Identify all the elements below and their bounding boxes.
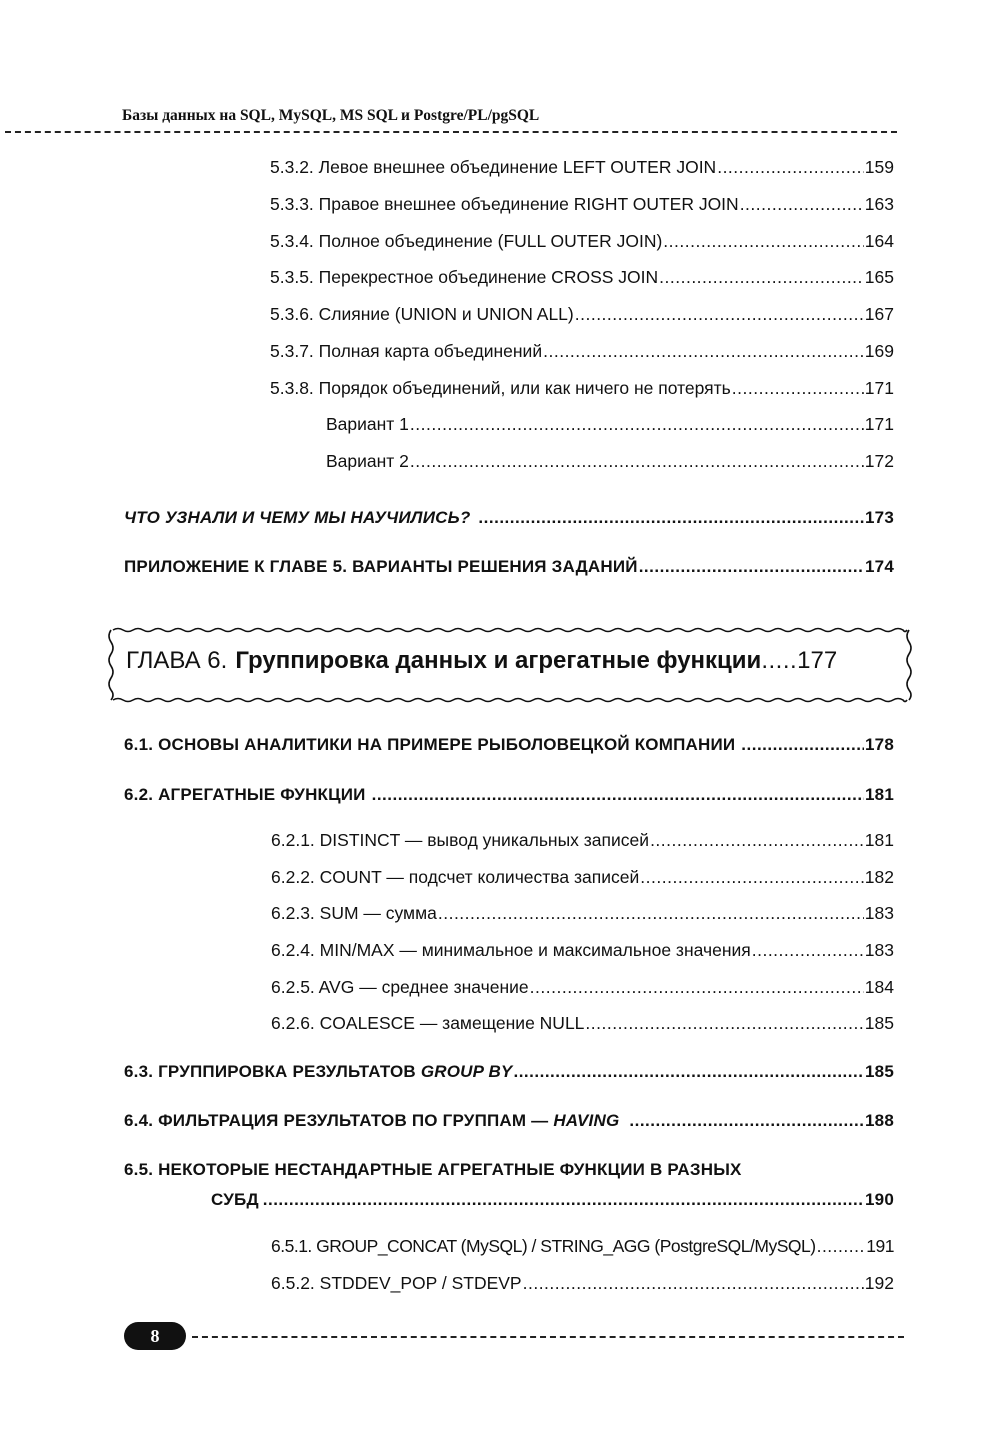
chapter-page: 177	[797, 647, 838, 674]
toc-entry[interactable]	[270, 378, 894, 404]
footer-divider	[192, 1336, 904, 1338]
toc-entry-page: 191	[866, 1236, 894, 1256]
toc-entry[interactable]	[270, 157, 894, 183]
toc-entry-page: 169	[864, 341, 894, 361]
toc-entry[interactable]	[271, 830, 894, 856]
toc-section-title	[124, 1062, 512, 1082]
running-header: Базы данных на SQL, MySQL, MS SQL и Postgre/PL/pgSQL	[122, 107, 540, 124]
chapter-label: ГЛАВА 6.	[126, 647, 228, 674]
leader-dots	[817, 1236, 866, 1257]
chapter-heading[interactable]	[126, 647, 896, 681]
leader-dots	[543, 341, 864, 362]
toc-section-line1[interactable]	[124, 1160, 894, 1186]
leader-dots	[530, 977, 864, 998]
toc-entry-title: 5.3.7. Полная карта объединений	[270, 341, 543, 361]
toc-entry-title: Вариант 2	[326, 451, 409, 471]
leader-dots	[629, 1111, 864, 1131]
toc-entry-title: 6.2.6. COALESCE — замещение NULL	[271, 1013, 585, 1033]
leader-dots	[585, 1013, 863, 1034]
leader-dots	[732, 378, 864, 399]
toc-section-title: ПРИЛОЖЕНИЕ К ГЛАВЕ 5. ВАРИАНТЫ РЕШЕНИЯ ЗАДАНИЙ	[124, 557, 638, 576]
toc-section[interactable]	[124, 508, 894, 534]
toc-section-title: 6.2. АГРЕГАТНЫЕ ФУНКЦИИ	[124, 785, 366, 804]
leader-dots	[438, 903, 864, 924]
toc-section-page: 190	[865, 1190, 894, 1209]
toc-entry-title: 5.3.5. Перекрестное объединение CROSS JOIN	[270, 267, 659, 287]
toc-entry[interactable]	[271, 1273, 894, 1299]
leader-dots	[740, 194, 864, 215]
toc-section-title: 6.1. ОСНОВЫ АНАЛИТИКИ НА ПРИМЕРЕ РЫБОЛОВЕЦКОЙ КОМПАНИИ	[124, 735, 736, 754]
toc-entry[interactable]	[270, 304, 894, 330]
toc-entry-page: 183	[864, 940, 894, 960]
toc-section-page: 185	[865, 1062, 894, 1081]
toc-entry-title: 6.2.2. COUNT — подсчет количества записей	[271, 867, 640, 887]
leader-dots	[575, 304, 864, 325]
toc-entry-page: 171	[864, 378, 894, 398]
toc-section-title-prefix: 6.3. ГРУППИРОВКА РЕЗУЛЬТАТОВ	[124, 1062, 421, 1081]
toc-entry-page: 171	[864, 414, 894, 434]
toc-entry[interactable]	[270, 341, 894, 367]
toc-entry-title: 5.3.8. Порядок объединений, или как ничего не потерять	[270, 378, 731, 398]
toc-entry-page: 181	[864, 830, 894, 850]
toc-entry[interactable]	[271, 867, 894, 893]
leader-dots	[659, 267, 864, 288]
leader-dots	[640, 867, 864, 888]
leader-dots	[639, 557, 864, 577]
leader-dots	[523, 1273, 864, 1294]
leader-dots	[513, 1062, 864, 1082]
header-divider	[5, 131, 897, 133]
toc-entry[interactable]	[271, 903, 894, 929]
toc-section[interactable]	[124, 785, 894, 811]
toc-section-line2[interactable]	[211, 1190, 894, 1216]
toc-entry[interactable]	[271, 1236, 894, 1262]
toc-entry[interactable]	[326, 414, 894, 440]
leader-dots	[752, 940, 864, 961]
toc-entry-page: 165	[864, 267, 894, 287]
toc-entry-title: 6.2.5. AVG — среднее значение	[271, 977, 529, 997]
toc-entry-page: 163	[864, 194, 894, 214]
toc-entry-title: Вариант 1	[326, 414, 409, 434]
chapter-title: Группировка данных и агрегатные функции	[235, 647, 762, 674]
toc-entry-page: 182	[864, 867, 894, 887]
toc-entry-title: 6.2.4. MIN/MAX — минимальное и максимальное значения	[271, 940, 751, 960]
leader-dots	[663, 231, 864, 252]
toc-entry[interactable]	[271, 1013, 894, 1039]
toc-section-page: 178	[865, 735, 894, 754]
toc-section-page: 188	[865, 1111, 894, 1130]
toc-entry-page: 172	[864, 451, 894, 471]
toc-section-title: 6.5. НЕКОТОРЫЕ НЕСТАНДАРТНЫЕ АГРЕГАТНЫЕ ФУНКЦИИ В РАЗНЫХ	[124, 1160, 742, 1179]
toc-entry[interactable]	[271, 940, 894, 966]
leader-dots	[478, 508, 864, 528]
toc-section-keyword: HAVING	[553, 1111, 620, 1130]
toc-section-title-prefix: 6.4. ФИЛЬТРАЦИЯ РЕЗУЛЬТАТОВ ПО ГРУППАМ —	[124, 1111, 554, 1130]
toc-entry-title: 5.3.4. Полное объединение (FULL OUTER JOIN)	[270, 231, 663, 251]
toc-entry-title: 6.2.1. DISTINCT — вывод уникальных записей	[271, 830, 650, 850]
leader-dots	[741, 735, 864, 755]
toc-entry-page: 159	[864, 157, 894, 177]
toc-section[interactable]	[124, 1111, 894, 1137]
toc-section[interactable]	[124, 1062, 894, 1088]
toc-section-page: 181	[865, 785, 894, 804]
toc-entry-title: 6.2.3. SUM — сумма	[271, 903, 437, 923]
page-number-badge: 8	[124, 1322, 186, 1350]
toc-entry[interactable]	[326, 451, 894, 477]
toc-section-title	[124, 1111, 619, 1131]
toc-section[interactable]	[124, 735, 894, 761]
toc-entry-page: 184	[864, 977, 894, 997]
toc-entry-title: 5.3.2. Левое внешнее объединение LEFT OUTER JOIN	[270, 157, 717, 177]
toc-entry-page: 183	[864, 903, 894, 923]
toc-entry-page: 164	[864, 231, 894, 251]
toc-entry[interactable]	[271, 977, 894, 1003]
toc-entry-title: 6.5.1. GROUP_CONCAT (MySQL) / STRING_AGG (PostgreSQL/MySQL)	[271, 1236, 816, 1256]
toc-entry-page: 185	[864, 1013, 894, 1033]
toc-entry-title: 6.5.2. STDDEV_POP / STDEVP	[271, 1273, 522, 1293]
toc-section-page: 174	[865, 557, 894, 576]
toc-entry-title: 5.3.3. Правое внешнее объединение RIGHT OUTER JOIN	[270, 194, 739, 214]
toc-section-keyword: GROUP BY	[420, 1062, 513, 1081]
toc-section[interactable]	[124, 557, 894, 583]
leader-dots	[410, 414, 864, 435]
toc-section-page: 173	[865, 508, 894, 527]
toc-entry-page: 167	[864, 304, 894, 324]
toc-entry[interactable]	[270, 194, 894, 220]
leader-dots	[263, 1190, 864, 1210]
leader-dots	[650, 830, 864, 851]
leader-dots: .....	[761, 647, 798, 674]
toc-entry[interactable]	[270, 231, 894, 257]
toc-section-title: ЧТО УЗНАЛИ И ЧЕМУ МЫ НАУЧИЛИСЬ?	[124, 508, 471, 527]
leader-dots	[717, 157, 864, 178]
toc-entry-page: 192	[864, 1273, 894, 1293]
leader-dots	[372, 785, 864, 805]
leader-dots	[410, 451, 864, 472]
toc-entry-title: 5.3.6. Слияние (UNION и UNION ALL)	[270, 304, 574, 324]
toc-section-title-cont: СУБД	[211, 1190, 259, 1209]
toc-entry[interactable]	[270, 267, 894, 293]
